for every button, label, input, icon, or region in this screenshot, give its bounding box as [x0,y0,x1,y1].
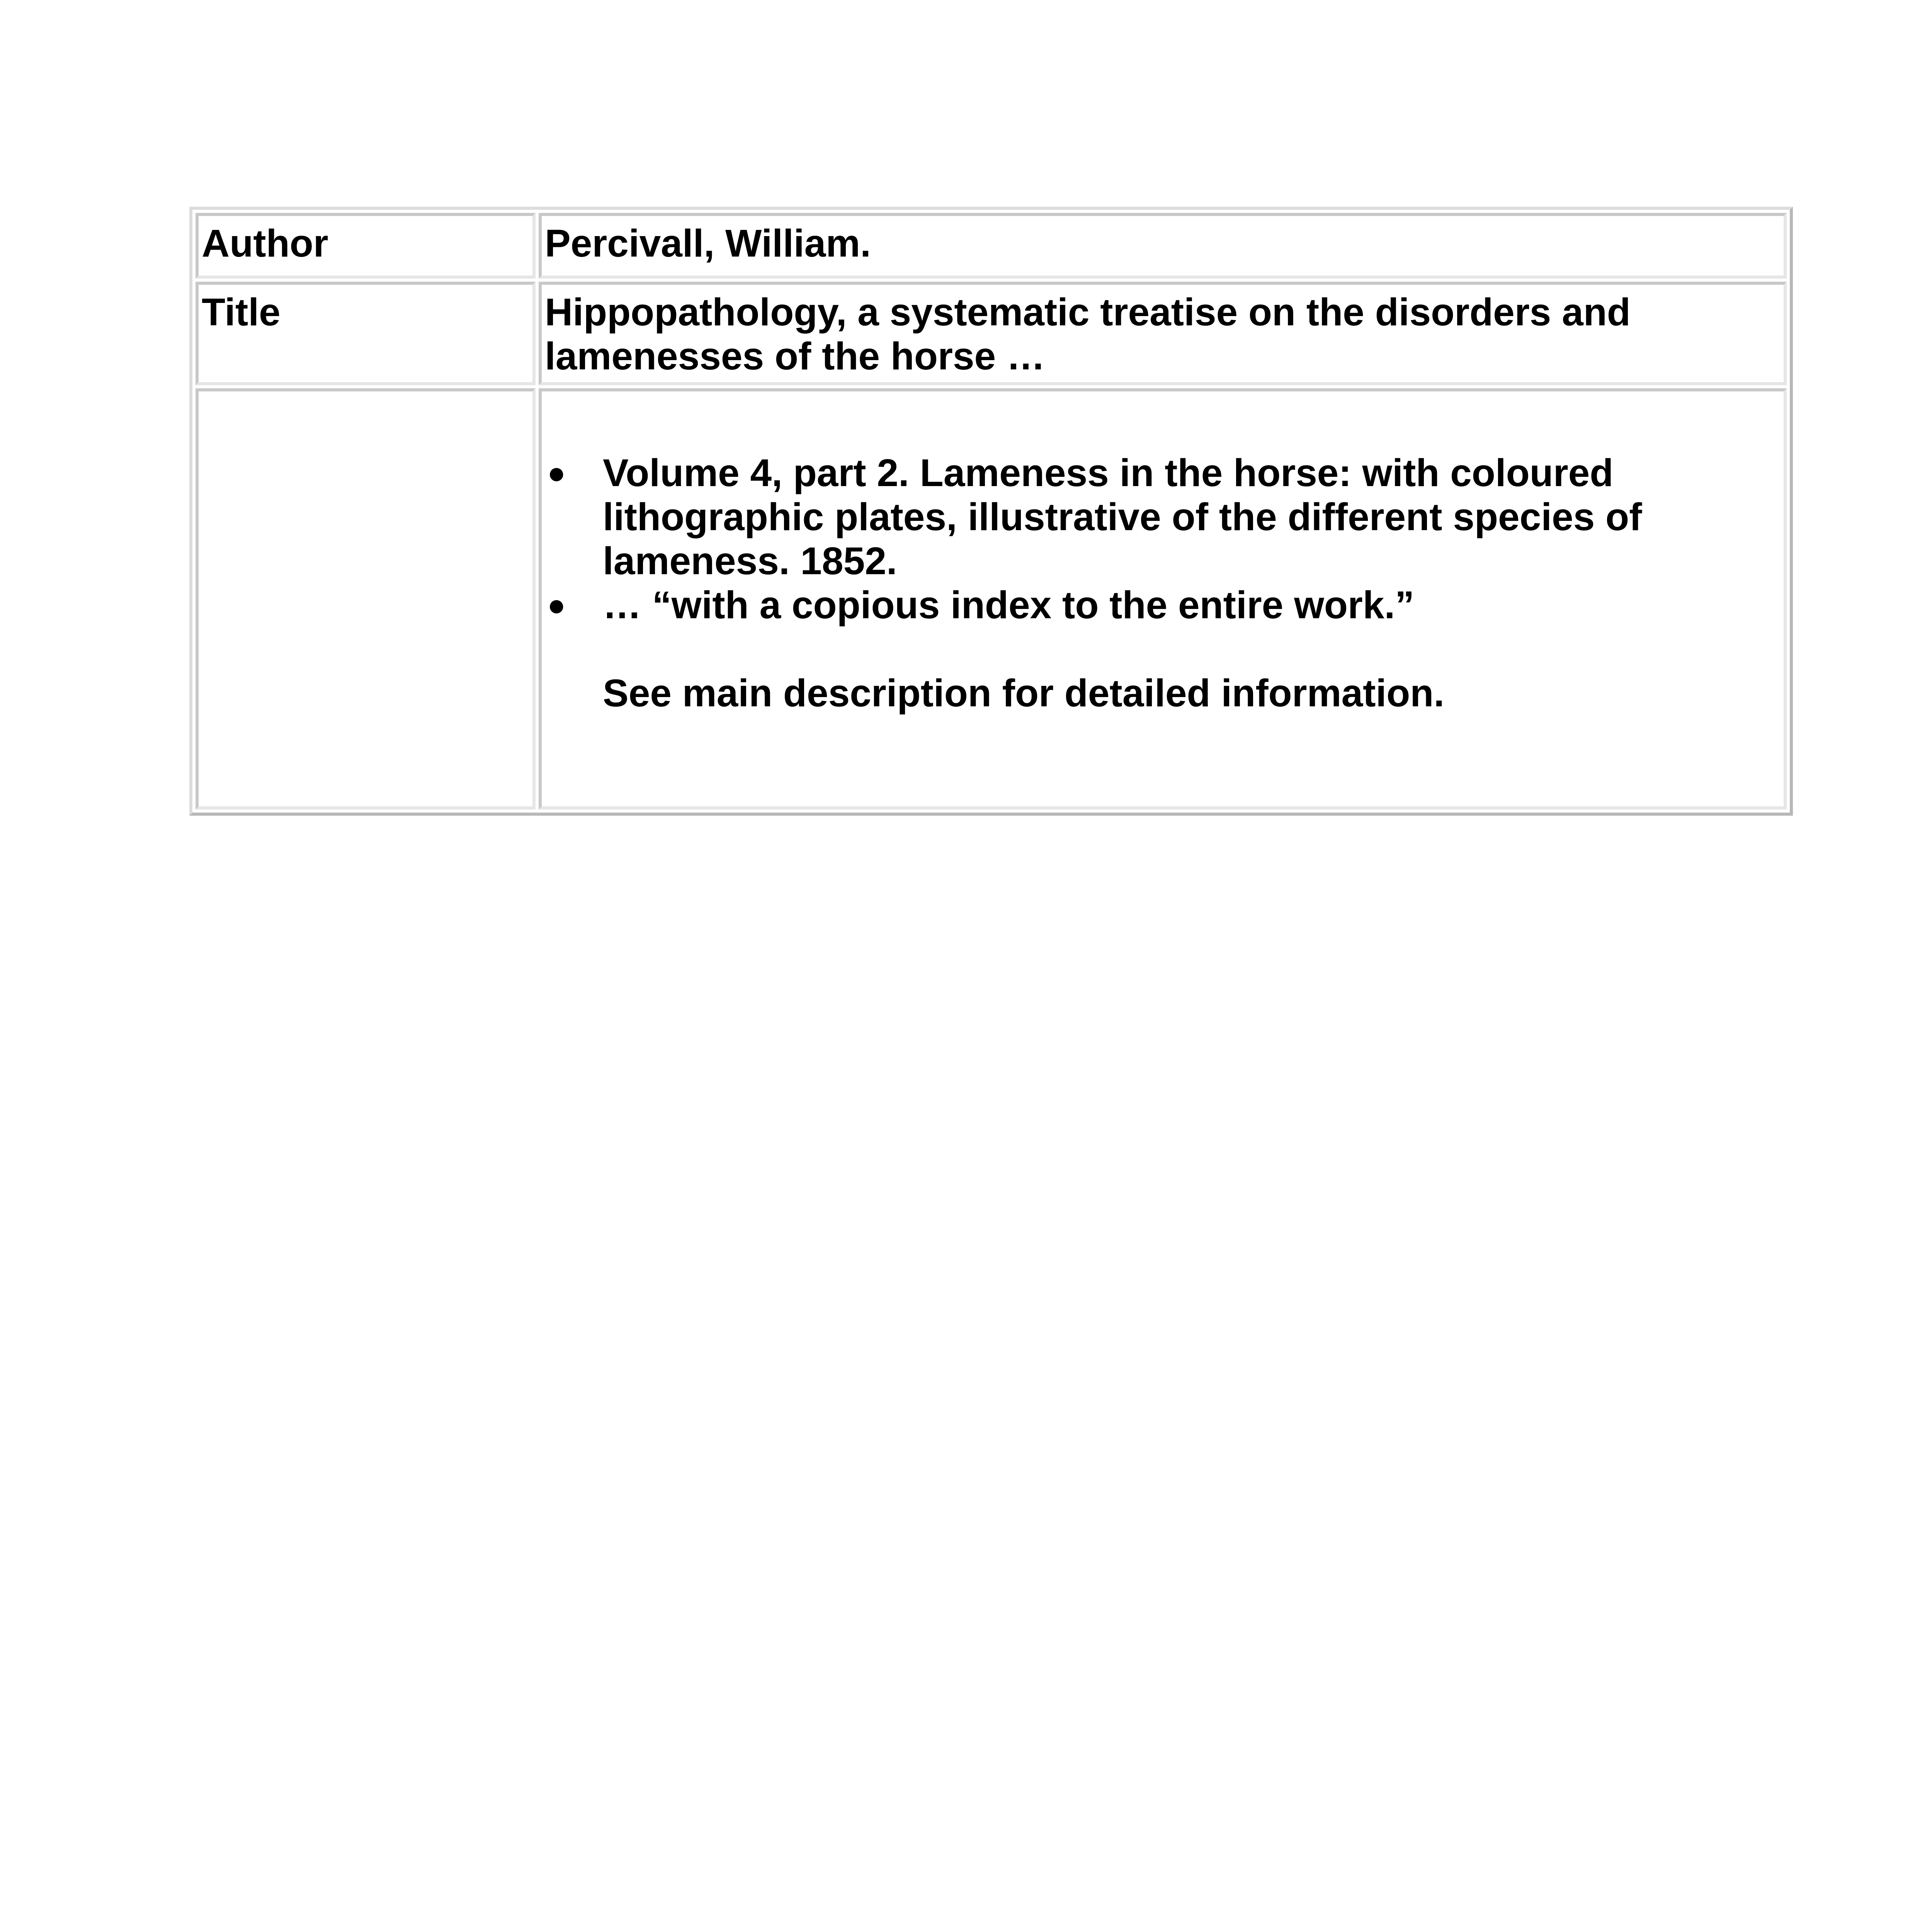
notes-label [196,388,536,810]
title-row [196,282,1787,385]
notes-list [545,451,1781,627]
see-main-description-note: See main description for detailed information. [603,672,1445,715]
author-value: Percivall, William. [539,213,1787,279]
title-label: Title [196,282,536,385]
notes-item-text: Volume 4, part 2. Lameness in the horse: with coloured lithographic plates, illustrative of the different species of lameness. 1852. [603,451,1642,583]
title-value: Hippopathology, a systematic treatise on the disorders and lamenesses of the horse … [539,282,1787,385]
bullet-icon: ● [547,456,566,490]
author-row [196,213,1787,279]
notes-value [539,388,1787,810]
list-item [545,451,1781,583]
list-item [545,583,1781,627]
catalog-record-table [189,207,1793,816]
notes-row [196,388,1787,810]
notes-item-text: … “with a copious index to the entire work.” [603,583,1415,627]
author-label: Author [196,213,536,279]
bullet-icon: ● [547,588,566,622]
